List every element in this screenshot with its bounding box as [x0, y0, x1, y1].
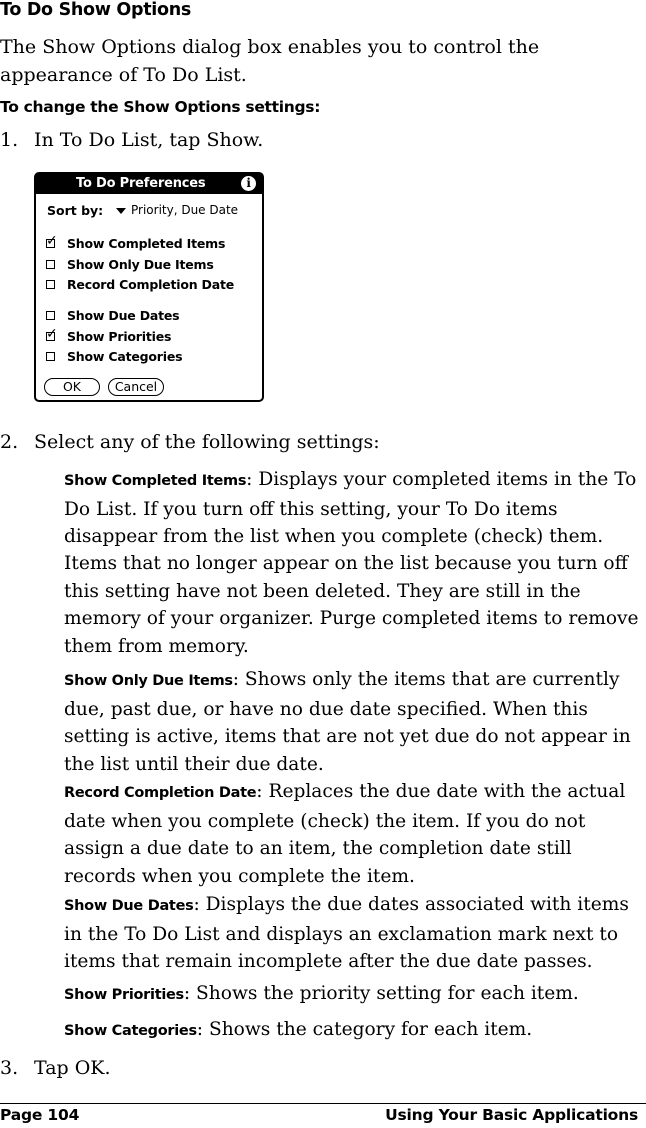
step-number: 2.: [0, 431, 19, 453]
option-show-categories[interactable]: [46, 349, 256, 365]
setting-description: : Displays your completed items in the To Do List. If you turn off this setting, your To Do items disappear from the list when you complete (check) them.: [64, 469, 637, 547]
checkbox[interactable]: [46, 260, 55, 269]
option-show-due-dates[interactable]: [46, 308, 256, 324]
option-label: Show Priorities: [67, 329, 172, 344]
footer-divider: [0, 1103, 646, 1104]
to-do-preferences-dialog: [34, 172, 264, 402]
step-text: Tap OK.: [34, 1057, 111, 1079]
setting-description: : Shows only the items that are currently due, past due, or have no due date specified. When this setting is active, items that are not yet due do not appear in the list until their due date.: [64, 669, 631, 775]
footer-page-number: Page 104: [0, 1106, 80, 1124]
step-3: [0, 1054, 400, 1082]
page-title: To Do Show Options: [0, 0, 191, 20]
checkbox[interactable]: [46, 311, 55, 320]
setting-term: Show Categories: [64, 1023, 197, 1039]
setting-show-due-dates: [64, 891, 640, 976]
option-label: Show Completed Items: [67, 236, 226, 251]
setting-description: : Replaces the due date with the actual date when you complete (check) the item. If you do not assign a due date to an item, the completion date still records when you complete the item.: [64, 781, 626, 887]
setting-description: : Shows the category for each item.: [196, 1019, 533, 1040]
option-record-completion-date[interactable]: [46, 277, 256, 293]
dialog-title: To Do Preferences: [76, 176, 206, 191]
step-number: 1.: [0, 129, 19, 151]
checkbox[interactable]: [46, 352, 55, 361]
checkmark-icon: ✓: [46, 233, 58, 249]
setting-term: Show Only Due Items: [64, 673, 233, 689]
footer-section-title: Using Your Basic Applications: [385, 1106, 638, 1124]
setting-term: Record Completion Date: [64, 785, 257, 801]
setting-record-completion-date: [64, 778, 640, 890]
option-show-completed-items[interactable]: [46, 233, 256, 252]
dialog-title-bar: [36, 174, 262, 194]
info-icon[interactable]: i: [241, 176, 256, 191]
procedure-heading: To change the Show Options settings:: [0, 98, 321, 116]
setting-note-paragraph: Items that no longer appear on the list because you turn off this setting have not been deleted. They are still in the memory of your organizer. Purge completed items to remove them from memory.: [64, 553, 639, 657]
dropdown-triangle-icon[interactable]: [116, 208, 126, 214]
setting-term: Show Completed Items: [64, 473, 247, 489]
step-text: Select any of the following settings:: [34, 431, 380, 453]
checkmark-icon: ✓: [46, 326, 58, 342]
setting-term: Show Due Dates: [64, 898, 194, 914]
sort-by-select[interactable]: Priority, Due Date: [131, 203, 239, 217]
step-1: [0, 126, 400, 154]
option-label: Show Due Dates: [67, 308, 180, 323]
option-label: Show Categories: [67, 349, 183, 364]
intro-paragraph: The Show Options dialog box enables you to control the appearance of To Do List.: [0, 36, 540, 86]
cancel-button[interactable]: Cancel: [108, 378, 164, 396]
setting-show-only-due-items: [64, 666, 640, 778]
checkbox[interactable]: [46, 280, 55, 289]
setting-show-priorities: [64, 980, 640, 1010]
step-number: 3.: [0, 1057, 19, 1079]
option-show-priorities[interactable]: [46, 326, 256, 345]
setting-description: : Displays the due dates associated with items in the To Do List and displays an exclamation mark next to items that remain incomplete after the due date passes.: [64, 894, 629, 972]
setting-description: : Shows the priority setting for each item.: [183, 983, 579, 1004]
option-label: Record Completion Date: [67, 277, 235, 292]
option-label: Show Only Due Items: [67, 257, 214, 272]
step-text: In To Do List, tap Show.: [34, 129, 264, 151]
sort-by-label: Sort by:: [47, 203, 104, 218]
ok-button[interactable]: OK: [44, 378, 100, 396]
setting-show-completed-items: [64, 466, 640, 551]
option-show-only-due-items[interactable]: [46, 257, 256, 273]
setting-term: Show Priorities: [64, 987, 184, 1003]
step-2: [0, 428, 400, 456]
setting-show-categories: [64, 1016, 640, 1046]
